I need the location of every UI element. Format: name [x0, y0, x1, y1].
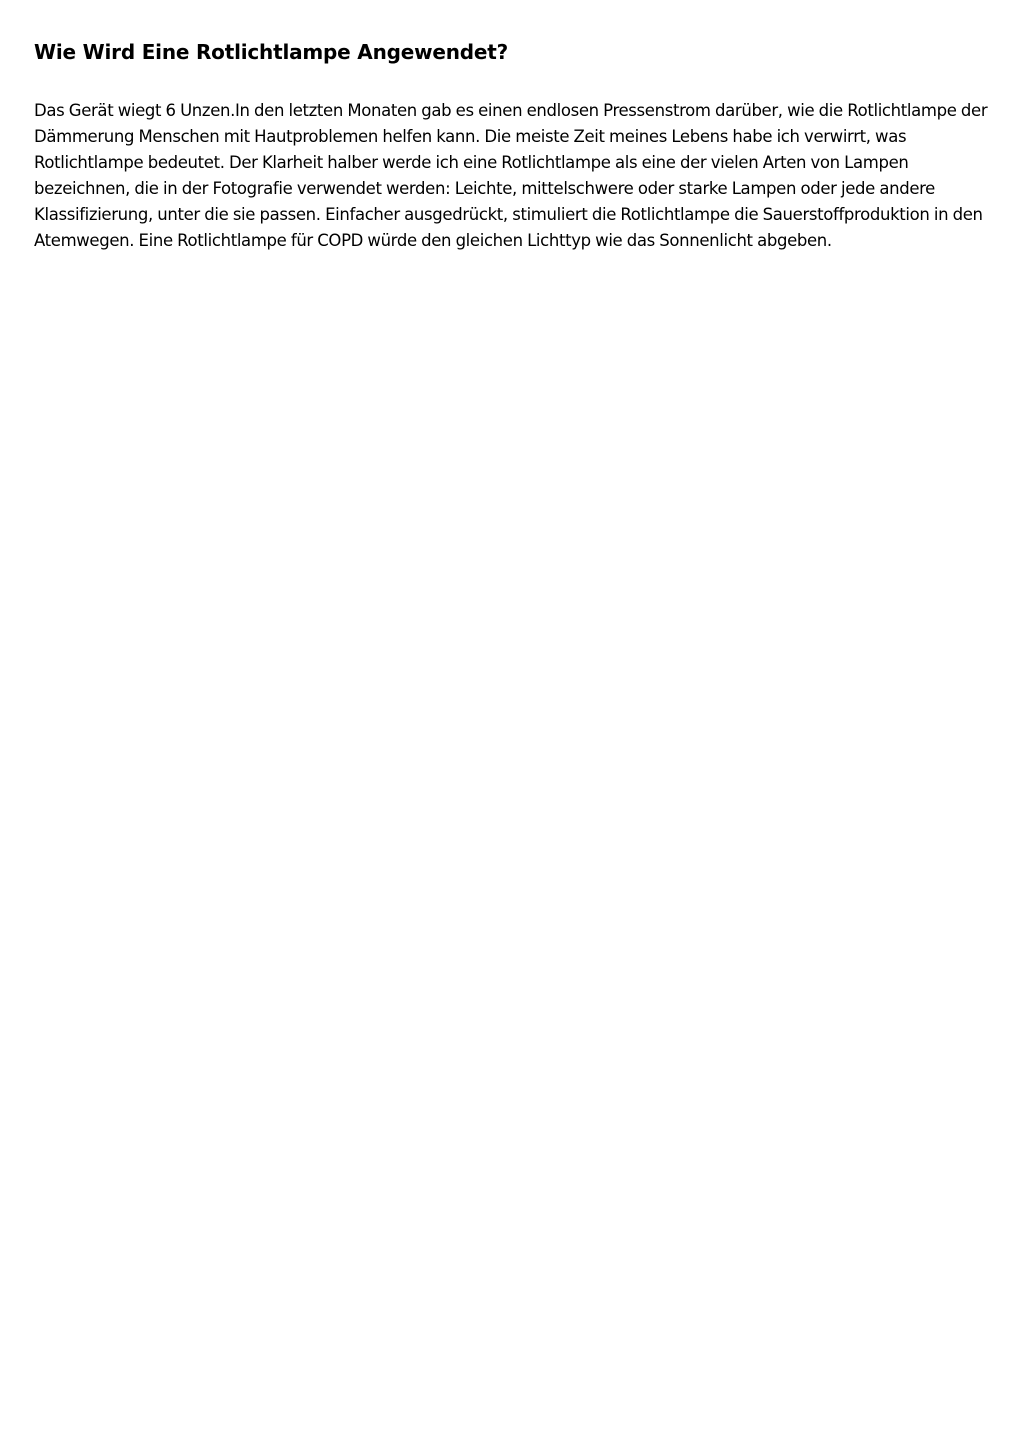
body-paragraph: Das Gerät wiegt 6 Unzen.In den letzten Monaten gab es einen endlosen Pressenstrom darüber, wie die Rotlichtlampe der Dämmerung Menschen mit Hautproblemen helfen kann. Die meiste Zeit meines Lebens habe ich verwirrt, was Rotlichtlampe bedeutet. Der Klarheit halber werde ich eine Rotlichtlampe als eine der vielen Arten von Lampen bezeichnen, die in der Fotografie verwendet werden: Leichte, mittelschwere oder starke Lampen oder jede andere Klassifizierung, unter die sie passen. Einfacher ausgedrückt, stimuliert die Rotlichtlampe die Sauerstoffproduktion in den Atemwegen. Eine Rotlichtlampe für COPD würde den gleichen Lichttyp wie das Sonnenlicht abgeben.: [34, 101, 988, 250]
document-page: [34, 38, 992, 254]
page-title: Wie Wird Eine Rotlichtlampe Angewendet?: [34, 40, 509, 64]
